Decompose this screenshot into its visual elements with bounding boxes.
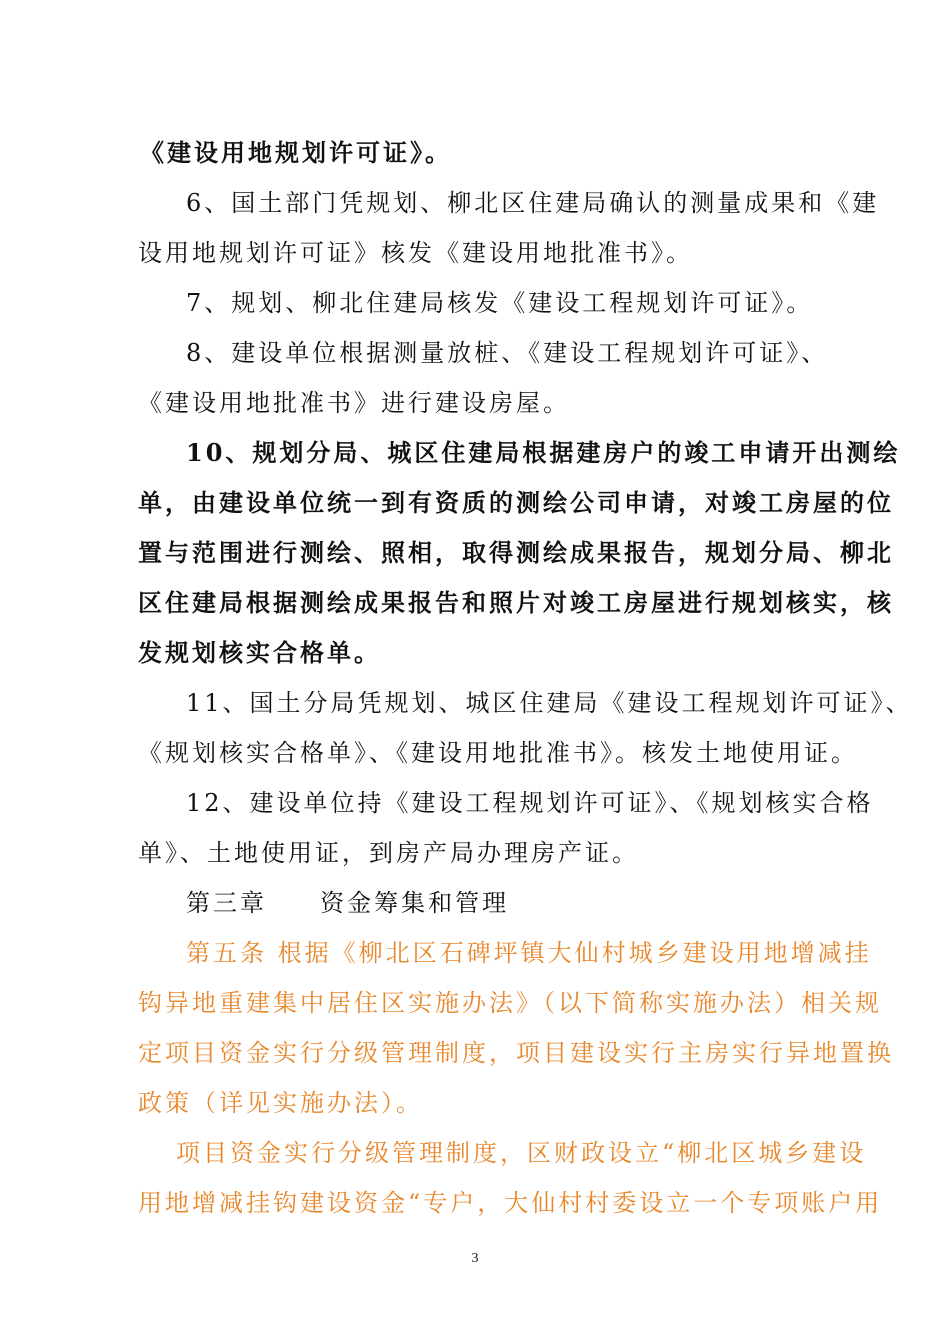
text-line-3: 设用地规划许可证》核发《建设用地批准书》。 [138, 239, 693, 267]
text-line-2: 6、国土部门凭规划、柳北区住建局确认的测量成果和《建 [186, 189, 880, 217]
text-line-12: 11、国土分局凭规划、城区住建局《建设工程规划许可证》、 [186, 689, 913, 717]
text-line-10: 区住建局根据测绘成果报告和照片对竣工房屋进行规划核实，核 [138, 588, 894, 617]
text-line-7: 10、规划分局、城区住建局根据建房户的竣工申请开出测绘 [186, 438, 901, 467]
text-line-9: 置与范围进行测绘、照相，取得测绘成果报告，规划分局、柳北 [138, 538, 894, 567]
text-line-17: 第五条 根据《柳北区石碑坪镇大仙村城乡建设用地增减挂 [186, 939, 872, 967]
text-line-19: 定项目资金实行分级管理制度，项目建设实行主房实行异地置换 [138, 1039, 894, 1067]
text-line-8: 单，由建设单位统一到有资质的测绘公司申请，对竣工房屋的位 [138, 488, 894, 517]
text-line-11: 发规划核实合格单。 [138, 638, 381, 667]
text-line-1: 《建设用地规划许可证》。 [140, 138, 452, 167]
text-line-6: 《建设用地批准书》进行建设房屋。 [138, 389, 570, 417]
chapter-heading: 第三章 资金筹集和管理 [186, 889, 510, 917]
text-line-22: 用地增减挂钩建设资金“专户，大仙村村委设立一个专项账户用 [138, 1189, 883, 1217]
text-line-4: 7、规划、柳北住建局核发《建设工程规划许可证》。 [186, 289, 814, 317]
text-line-18: 钩异地重建集中居住区实施办法》（以下简称实施办法）相关规 [138, 989, 882, 1017]
page-number: 3 [471, 1251, 479, 1266]
text-line-21: 项目资金实行分级管理制度，区财政设立“柳北区城乡建设 [176, 1139, 867, 1167]
text-line-13: 《规划核实合格单》、《建设用地批准书》。核发土地使用证。 [138, 739, 858, 767]
text-line-5: 8、建设单位根据测量放桩、《建设工程规划许可证》、 [186, 339, 829, 367]
text-line-20: 政策（详见实施办法）。 [138, 1089, 423, 1117]
text-line-15: 单》、土地使用证，到房产局办理房产证。 [138, 839, 639, 867]
text-line-14: 12、建设单位持《建设工程规划许可证》、《规划核实合格 [186, 789, 874, 817]
